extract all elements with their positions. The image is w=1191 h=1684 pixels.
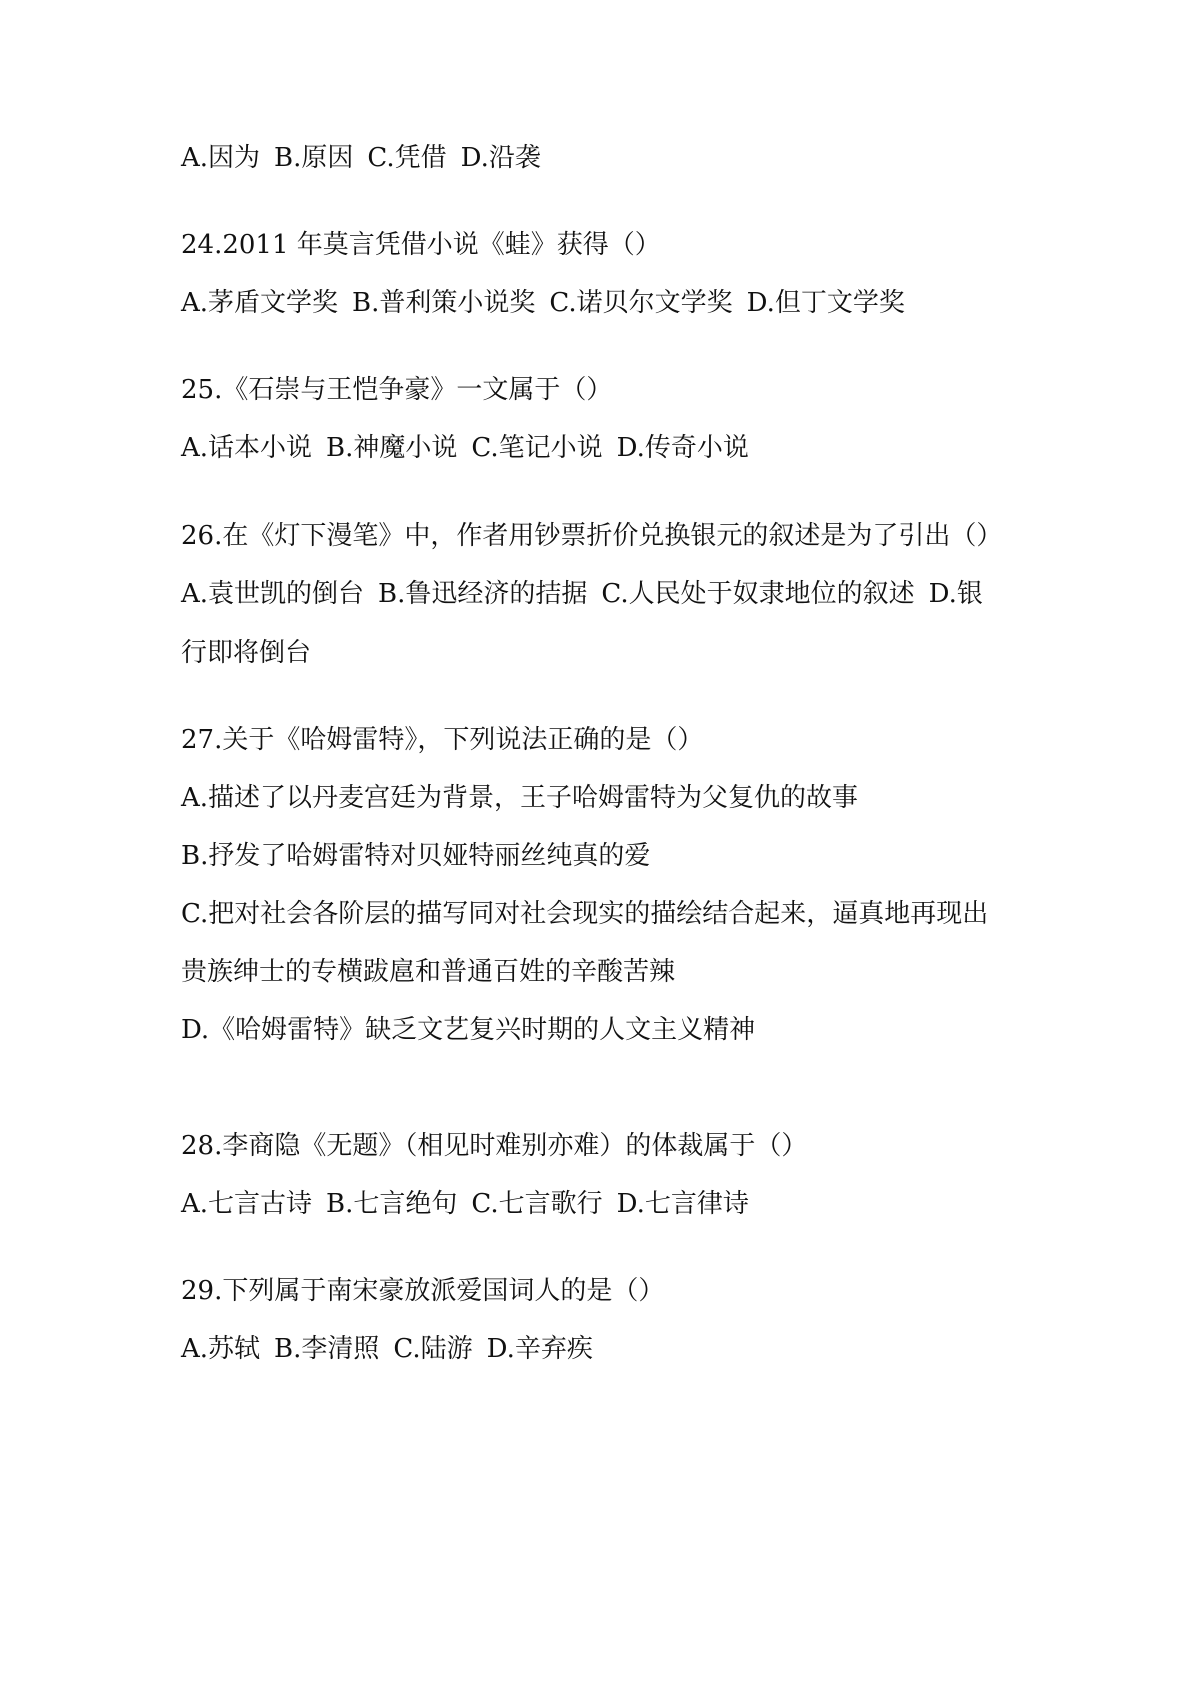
q26-options [181,578,1041,610]
q24-stem: 24.2011 年莫言凭借小说《蛙》获得（） [181,230,661,260]
option-d: D.但丁文学奖 [746,288,905,318]
option-c: C.人民处于奴隶地位的叙述 [601,579,915,609]
option-b: B.七言绝句 [326,1189,458,1219]
q25-options [181,432,1041,464]
q24-options [181,287,1041,319]
q28-options [181,1188,1041,1220]
q27-option-a: A.描述了以丹麦宫廷为背景，王子哈姆雷特为父复仇的故事 [181,783,859,813]
option-c: C.七言歌行 [471,1189,603,1219]
q29-options [181,1333,1041,1365]
option-d: D.七言律诗 [616,1189,749,1219]
option-c: C.陆游 [393,1334,473,1364]
option-d: D.传奇小说 [616,433,749,463]
option-c: C.凭借 [367,143,447,173]
option-a: A.七言古诗 [181,1189,313,1219]
option-b: B.普利策小说奖 [352,288,536,318]
option-b: B.神魔小说 [326,433,458,463]
option-c: C.诺贝尔文学奖 [549,288,733,318]
q27-option-d: D.《哈姆雷特》缺乏文艺复兴时期的人文主义精神 [181,1015,756,1045]
option-d: D.辛弃疾 [486,1334,593,1364]
q25-stem: 25.《石崇与王恺争豪》一文属于（） [181,375,613,405]
q26-stem: 26.在《灯下漫笔》中，作者用钞票折价兑换银元的叙述是为了引出（） [181,521,1003,551]
q29-stem: 29.下列属于南宋豪放派爱国词人的是（） [181,1276,665,1306]
option-b: B.李清照 [274,1334,380,1364]
q27-option-c: C.把对社会各阶层的描写同对社会现实的描绘结合起来，逼真地再现出 [181,899,989,929]
q23-options [181,142,1041,174]
option-a: A.茅盾文学奖 [181,288,339,318]
option-d: D.沿袭 [460,143,541,173]
q27-option-c-continued: 贵族绅士的专横跋扈和普通百姓的辛酸苦辣 [181,957,676,987]
q26-options-continued: 行即将倒台 [181,638,312,668]
option-a: A.话本小说 [181,433,313,463]
option-a: A.因为 [181,143,261,173]
option-a: A.袁世凯的倒台 [181,579,365,609]
q27-stem: 27.关于《哈姆雷特》，下列说法正确的是（） [181,725,704,755]
q28-stem: 28.李商隐《无题》（相见时难别亦难）的体裁属于（） [181,1131,808,1161]
q27-option-b: B.抒发了哈姆雷特对贝娅特丽丝纯真的爱 [181,841,651,871]
option-a: A.苏轼 [181,1334,261,1364]
option-d: D.银 [928,579,983,609]
option-b: B.鲁迅经济的拮据 [378,579,588,609]
option-b: B.原因 [274,143,354,173]
option-c: C.笔记小说 [471,433,603,463]
